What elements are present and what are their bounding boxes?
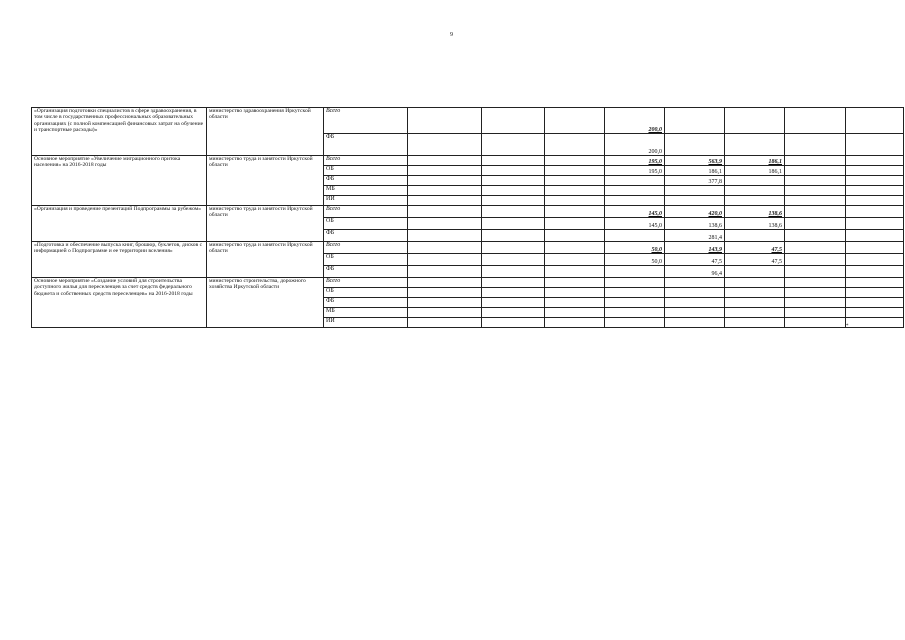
- amount-cell: [665, 186, 725, 196]
- table-row: [32, 206, 904, 218]
- amount-cell: [545, 196, 605, 206]
- amount-cell: [482, 308, 545, 318]
- amount-cell: [785, 308, 846, 318]
- funding-source: Всего: [324, 156, 408, 166]
- amount-cell: [482, 266, 545, 278]
- amount-cell: [665, 196, 725, 206]
- amount-cell: [725, 108, 785, 134]
- amount-cell: [408, 156, 482, 166]
- funding-source: ФБ: [324, 176, 408, 186]
- amount-cell: 138,6: [665, 218, 725, 230]
- amount-cell: [482, 278, 545, 288]
- amount-cell: [545, 218, 605, 230]
- responsible-organization: министерство труда и занятости Иркутской области: [207, 242, 324, 278]
- amount-cell: [665, 298, 725, 308]
- table-row: [32, 278, 904, 288]
- responsible-organization: министерство труда и занятости Иркутской области: [207, 156, 324, 206]
- amount-cell: 563,9: [665, 156, 725, 166]
- amount-cell: [605, 186, 665, 196]
- amount-cell: [408, 186, 482, 196]
- amount-cell: 195,0: [605, 156, 665, 166]
- amount-cell: [605, 196, 665, 206]
- amount-cell: [846, 230, 904, 242]
- amount-cell: 47,5: [725, 254, 785, 266]
- funding-source: ОБ: [324, 288, 408, 298]
- amount-cell: [482, 186, 545, 196]
- amount-cell: [725, 266, 785, 278]
- amount-cell: [725, 176, 785, 186]
- amount-cell: [545, 108, 605, 134]
- amount-cell: [545, 298, 605, 308]
- amount-cell: [482, 230, 545, 242]
- amount-cell: [725, 318, 785, 328]
- amount-cell: 50,0: [605, 254, 665, 266]
- amount-cell: [605, 266, 665, 278]
- amount-cell: [725, 278, 785, 288]
- amount-cell: [665, 134, 725, 156]
- amount-cell: [846, 266, 904, 278]
- amount-cell: [846, 166, 904, 176]
- amount-cell: [846, 176, 904, 186]
- amount-cell: [482, 206, 545, 218]
- amount-cell: [846, 242, 904, 254]
- amount-cell: [846, 186, 904, 196]
- amount-cell: [785, 288, 846, 298]
- amount-cell: [785, 196, 846, 206]
- responsible-organization: министерство труда и занятости Иркутской области: [207, 206, 324, 242]
- amount-cell: [846, 254, 904, 266]
- amount-cell: [408, 196, 482, 206]
- amount-cell: [545, 176, 605, 186]
- amount-cell: [725, 308, 785, 318]
- amount-cell: 377,8: [665, 176, 725, 186]
- amount-cell: [605, 298, 665, 308]
- amount-cell: [846, 156, 904, 166]
- amount-cell: [545, 318, 605, 328]
- amount-cell: [482, 288, 545, 298]
- amount-cell: [725, 186, 785, 196]
- amount-cell: [482, 254, 545, 266]
- amount-cell: [785, 108, 846, 134]
- amount-cell: 138,6: [725, 206, 785, 218]
- amount-cell: [482, 218, 545, 230]
- amount-cell: [665, 308, 725, 318]
- amount-cell: 145,0: [605, 206, 665, 218]
- measure-description: Основное мероприятие «Создание условий для строительства доступного жилья для переселенцев за счет средств федерального бюджета и собственных средств переселенцев» на 2016-2018 годы: [32, 278, 207, 328]
- amount-cell: [408, 266, 482, 278]
- amount-cell: [545, 278, 605, 288]
- amount-cell: [482, 298, 545, 308]
- measure-description: «Организация подготовки специалистов в сфере здравоохранения, в том числе в государственных профессиональных образовательных организациях (с полной компенсацией финансовых затрат на обучение и транспортные расходы)»: [32, 108, 207, 156]
- amount-cell: [545, 266, 605, 278]
- amount-cell: [785, 278, 846, 288]
- amount-cell: 47,5: [725, 242, 785, 254]
- amount-cell: [408, 230, 482, 242]
- amount-cell: [725, 196, 785, 206]
- amount-cell: [408, 308, 482, 318]
- amount-cell: 47,5: [665, 254, 725, 266]
- amount-cell: 200,0: [605, 134, 665, 156]
- amount-cell: [665, 318, 725, 328]
- amount-cell: [785, 254, 846, 266]
- amount-cell: [846, 218, 904, 230]
- amount-cell: [408, 166, 482, 176]
- amount-cell: [846, 134, 904, 156]
- amount-cell: [482, 134, 545, 156]
- amount-cell: [408, 318, 482, 328]
- amount-cell: 195,0: [605, 166, 665, 176]
- amount-cell: [785, 242, 846, 254]
- amount-cell: 281,4: [665, 230, 725, 242]
- amount-cell: 186,1: [725, 156, 785, 166]
- amount-cell: [408, 288, 482, 298]
- amount-cell: [846, 196, 904, 206]
- amount-cell: [482, 196, 545, 206]
- amount-cell: [408, 254, 482, 266]
- funding-source: ОБ: [324, 254, 408, 266]
- amount-cell: [846, 318, 904, 328]
- amount-cell: [846, 108, 904, 134]
- funding-source: ОБ: [324, 166, 408, 176]
- amount-cell: [482, 318, 545, 328]
- amount-cell: [408, 176, 482, 186]
- amount-cell: 143,9: [665, 242, 725, 254]
- funding-source: ИИ: [324, 318, 408, 328]
- responsible-organization: министерство здравоохранения Иркутской области: [207, 108, 324, 156]
- amount-cell: [785, 218, 846, 230]
- amount-cell: [785, 206, 846, 218]
- amount-cell: [545, 134, 605, 156]
- amount-cell: [665, 108, 725, 134]
- amount-cell: [846, 298, 904, 308]
- amount-cell: [785, 230, 846, 242]
- amount-cell: [846, 278, 904, 288]
- amount-cell: [785, 298, 846, 308]
- funding-source: Всего: [324, 108, 408, 134]
- amount-cell: [545, 166, 605, 176]
- amount-cell: 186,1: [665, 166, 725, 176]
- amount-cell: [408, 242, 482, 254]
- funding-source: ФБ: [324, 230, 408, 242]
- amount-cell: 145,0: [605, 218, 665, 230]
- amount-cell: [846, 308, 904, 318]
- amount-cell: [408, 218, 482, 230]
- amount-cell: [545, 206, 605, 218]
- amount-cell: [408, 134, 482, 156]
- amount-cell: [482, 156, 545, 166]
- amount-cell: [605, 318, 665, 328]
- amount-cell: 200,0: [605, 108, 665, 134]
- amount-cell: [482, 176, 545, 186]
- amount-cell: [785, 156, 846, 166]
- amount-cell: [846, 288, 904, 298]
- amount-cell: [408, 298, 482, 308]
- amount-cell: [785, 176, 846, 186]
- amount-cell: [785, 186, 846, 196]
- amount-cell: [545, 288, 605, 298]
- funding-source: Всего: [324, 242, 408, 254]
- amount-cell: [605, 288, 665, 298]
- amount-cell: 96,4: [665, 266, 725, 278]
- amount-cell: 186,1: [725, 166, 785, 176]
- amount-cell: [482, 166, 545, 176]
- budget-table: [31, 107, 904, 328]
- responsible-organization: министерство строительства, дорожного хозяйства Иркутской области: [207, 278, 324, 328]
- page-number: 9: [450, 32, 453, 38]
- amount-cell: [665, 288, 725, 298]
- amount-cell: [725, 134, 785, 156]
- amount-cell: [846, 206, 904, 218]
- amount-cell: [545, 308, 605, 318]
- measure-description: Основное мероприятие «Увеличение миграционного притока населения» на 2016-2018 годы: [32, 156, 207, 206]
- funding-source: МБ: [324, 308, 408, 318]
- amount-cell: [545, 254, 605, 266]
- amount-cell: [545, 242, 605, 254]
- funding-source: ФБ: [324, 134, 408, 156]
- funding-source: МБ: [324, 186, 408, 196]
- table-row: [32, 108, 904, 134]
- measure-description: «Организация и проведение презентаций Подпрограммы за рубежом»: [32, 206, 207, 242]
- amount-cell: [785, 166, 846, 176]
- table-row: [32, 242, 904, 254]
- amount-cell: [785, 134, 846, 156]
- funding-source: ОБ: [324, 218, 408, 230]
- funding-source: ФБ: [324, 266, 408, 278]
- amount-cell: 138,6: [725, 218, 785, 230]
- amount-cell: [785, 266, 846, 278]
- amount-cell: [408, 108, 482, 134]
- amount-cell: [545, 186, 605, 196]
- amount-cell: [605, 278, 665, 288]
- funding-source: ФБ: [324, 298, 408, 308]
- amount-cell: [545, 156, 605, 166]
- amount-cell: [725, 298, 785, 308]
- measure-description: «Подготовка и обеспечение выпуска книг, брошюр, буклетов, дисков с информацией о Подпрограмме и ее территории вселения»: [32, 242, 207, 278]
- amount-cell: [482, 108, 545, 134]
- amount-cell: [605, 230, 665, 242]
- amount-cell: [545, 230, 605, 242]
- amount-cell: [665, 278, 725, 288]
- amount-cell: [408, 206, 482, 218]
- funding-source: Всего: [324, 206, 408, 218]
- amount-cell: 420,0: [665, 206, 725, 218]
- amount-cell: [725, 230, 785, 242]
- amount-cell: [408, 278, 482, 288]
- amount-cell: [605, 308, 665, 318]
- funding-source: Всего: [324, 278, 408, 288]
- amount-cell: [785, 318, 846, 328]
- funding-source: ИИ: [324, 196, 408, 206]
- table-row: [32, 156, 904, 166]
- amount-cell: [725, 288, 785, 298]
- amount-cell: [482, 242, 545, 254]
- margin-mark: *: [846, 324, 849, 329]
- amount-cell: [605, 176, 665, 186]
- amount-cell: 50,0: [605, 242, 665, 254]
